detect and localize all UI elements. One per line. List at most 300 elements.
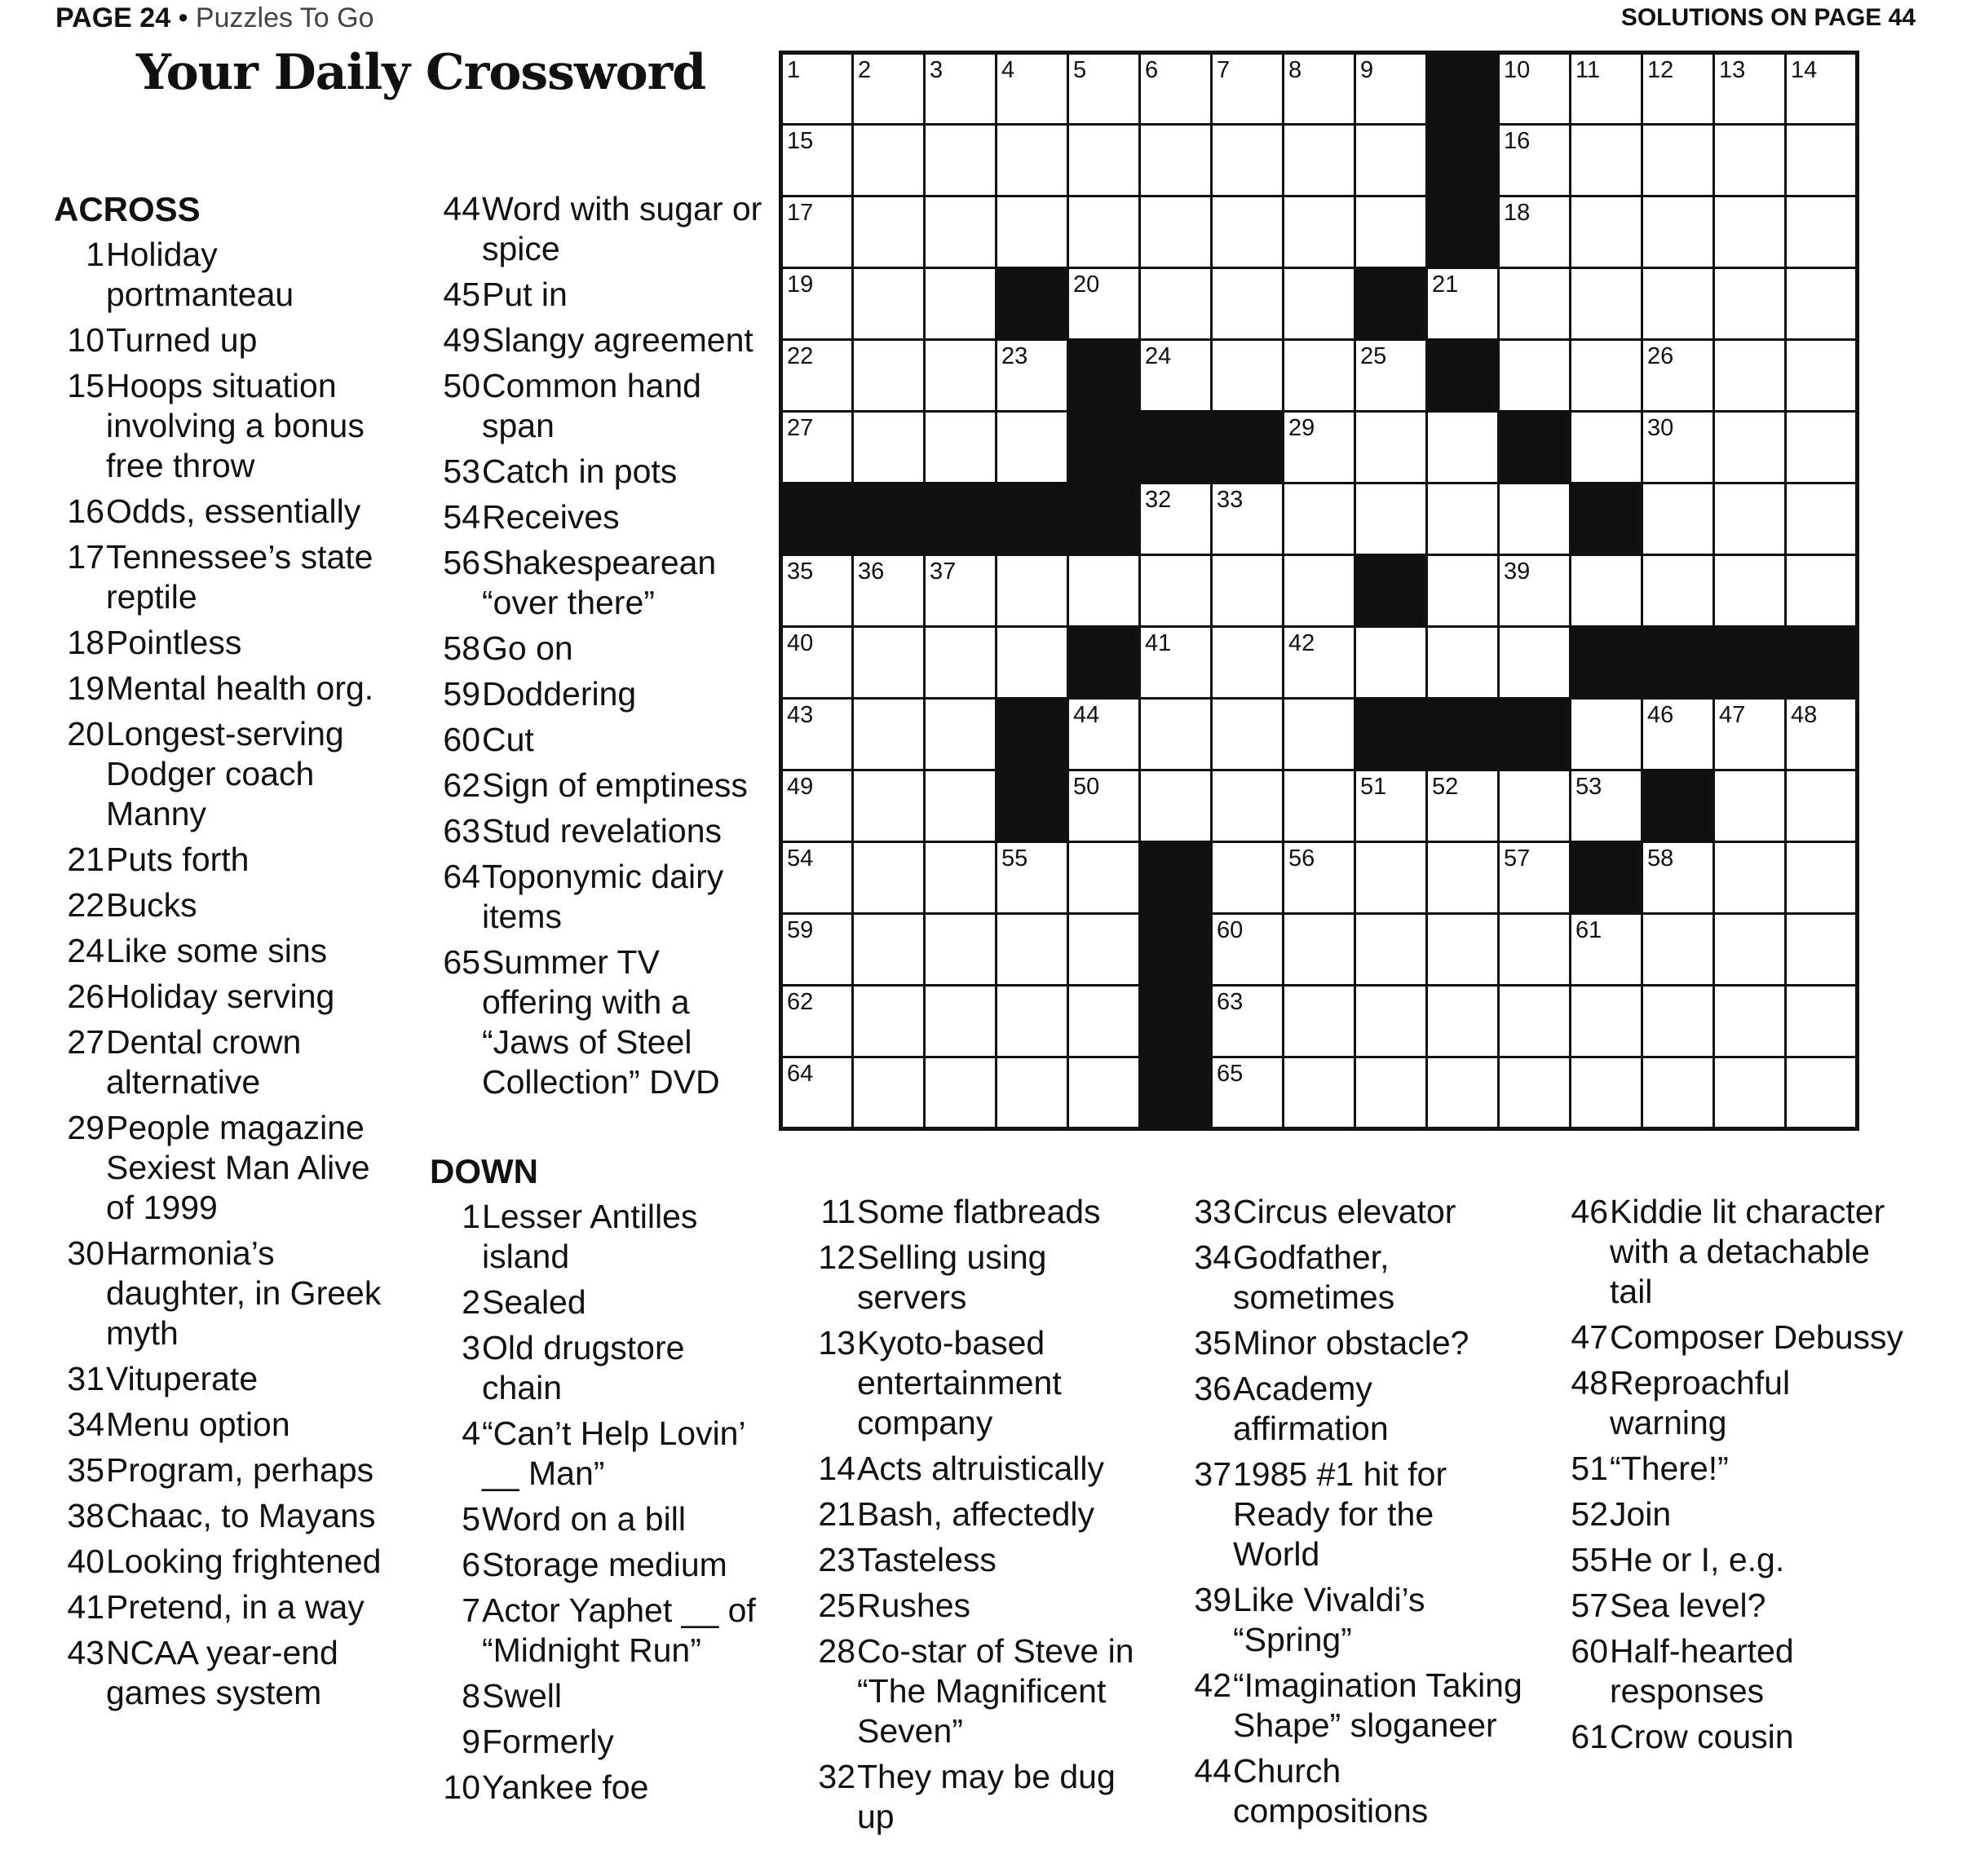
grid-cell[interactable] bbox=[853, 340, 925, 412]
grid-cell[interactable] bbox=[1786, 555, 1858, 627]
grid-cell[interactable] bbox=[1140, 340, 1212, 412]
grid-cell[interactable] bbox=[997, 914, 1068, 986]
grid-cell[interactable] bbox=[1499, 483, 1571, 555]
grid-cell[interactable] bbox=[853, 627, 925, 699]
across-clue-27[interactable] bbox=[54, 1022, 404, 1102]
grid-cell[interactable] bbox=[1140, 770, 1212, 842]
grid-cell[interactable] bbox=[1355, 986, 1427, 1057]
grid-cell[interactable] bbox=[1284, 483, 1355, 555]
grid-cell[interactable] bbox=[1499, 53, 1571, 125]
across-clue-65[interactable] bbox=[430, 942, 772, 1102]
grid-cell[interactable] bbox=[853, 268, 925, 340]
across-clue-40[interactable] bbox=[54, 1542, 404, 1582]
grid-cell[interactable] bbox=[1571, 340, 1642, 412]
grid-cell[interactable] bbox=[1284, 842, 1355, 914]
grid-cell[interactable] bbox=[853, 125, 925, 196]
grid-cell[interactable] bbox=[853, 986, 925, 1057]
clue-number-text: 54 bbox=[443, 498, 480, 536]
grid-cell[interactable] bbox=[1140, 555, 1212, 627]
grid-cell[interactable] bbox=[997, 1057, 1068, 1129]
grid-cell[interactable] bbox=[1571, 770, 1642, 842]
clue-number-text: 16 bbox=[67, 492, 104, 530]
down-clue-3[interactable] bbox=[430, 1328, 772, 1408]
down-clue-35[interactable] bbox=[1181, 1323, 1523, 1363]
grid-cell[interactable] bbox=[1571, 53, 1642, 125]
grid-cell[interactable] bbox=[1499, 555, 1571, 627]
down-clue-25[interactable] bbox=[805, 1586, 1151, 1626]
across-clue-53[interactable] bbox=[430, 452, 772, 492]
grid-cell[interactable] bbox=[1284, 125, 1355, 196]
across-clue-34[interactable] bbox=[54, 1405, 404, 1445]
grid-cell[interactable] bbox=[1786, 842, 1858, 914]
grid-cell[interactable] bbox=[1571, 914, 1642, 986]
grid-cell[interactable] bbox=[1068, 842, 1140, 914]
down-clue-37[interactable] bbox=[1181, 1454, 1523, 1574]
grid-cell[interactable] bbox=[781, 196, 853, 268]
grid-cell[interactable] bbox=[997, 555, 1068, 627]
grid-cell[interactable] bbox=[925, 53, 997, 125]
grid-cell[interactable] bbox=[853, 699, 925, 770]
across-heading: ACROSS bbox=[54, 190, 201, 228]
grid-cell[interactable] bbox=[1714, 699, 1786, 770]
grid-cell[interactable] bbox=[1427, 986, 1499, 1057]
grid-cell[interactable] bbox=[1284, 196, 1355, 268]
grid-cell[interactable] bbox=[1068, 986, 1140, 1057]
clue-number bbox=[54, 1022, 104, 1102]
cell-number: 3 bbox=[930, 57, 944, 83]
grid-cell[interactable] bbox=[1786, 986, 1858, 1057]
down-clue-28[interactable] bbox=[805, 1631, 1151, 1751]
grid-cell[interactable] bbox=[1642, 125, 1714, 196]
grid-cell[interactable] bbox=[781, 770, 853, 842]
grid-cell[interactable] bbox=[1499, 125, 1571, 196]
across-clue-16[interactable] bbox=[54, 492, 404, 532]
grid-cell[interactable] bbox=[925, 125, 997, 196]
grid-cell[interactable] bbox=[853, 842, 925, 914]
down-clue-11[interactable] bbox=[805, 1192, 1151, 1232]
down-clue-21[interactable] bbox=[805, 1494, 1151, 1534]
grid-cell[interactable] bbox=[1140, 196, 1212, 268]
grid-cell[interactable] bbox=[1571, 412, 1642, 483]
across-clue-44[interactable] bbox=[430, 189, 772, 269]
grid-cell[interactable] bbox=[997, 986, 1068, 1057]
grid-cell[interactable] bbox=[1212, 842, 1284, 914]
grid-cell[interactable] bbox=[925, 842, 997, 914]
grid-cell[interactable] bbox=[1284, 770, 1355, 842]
grid-cell[interactable] bbox=[1499, 770, 1571, 842]
cell-number: 47 bbox=[1719, 702, 1746, 728]
cell-number: 61 bbox=[1575, 917, 1602, 943]
grid-cell[interactable] bbox=[1068, 268, 1140, 340]
across-clue-41[interactable] bbox=[54, 1587, 404, 1627]
down-clue-52[interactable] bbox=[1558, 1494, 1916, 1534]
grid-cell[interactable] bbox=[997, 125, 1068, 196]
grid-cell[interactable] bbox=[853, 412, 925, 483]
grid-cell[interactable] bbox=[1284, 340, 1355, 412]
down-clue-14[interactable] bbox=[805, 1449, 1151, 1489]
grid-cell[interactable] bbox=[1284, 268, 1355, 340]
grid-cell[interactable] bbox=[1714, 483, 1786, 555]
down-clue-1[interactable] bbox=[430, 1197, 772, 1277]
grid-cell[interactable] bbox=[853, 914, 925, 986]
grid-cell[interactable] bbox=[1714, 986, 1786, 1057]
grid-cell[interactable] bbox=[1499, 340, 1571, 412]
grid-cell[interactable] bbox=[1068, 699, 1140, 770]
grid-cell[interactable] bbox=[1499, 842, 1571, 914]
grid-cell[interactable] bbox=[1140, 125, 1212, 196]
down-clue-5[interactable] bbox=[430, 1499, 772, 1539]
down-clue-46[interactable] bbox=[1558, 1192, 1916, 1312]
grid-cell[interactable] bbox=[1642, 555, 1714, 627]
across-clue-26[interactable] bbox=[54, 977, 404, 1017]
grid-cell[interactable] bbox=[1284, 986, 1355, 1057]
grid-cell[interactable] bbox=[925, 1057, 997, 1129]
grid-cell[interactable] bbox=[997, 196, 1068, 268]
grid-cell[interactable] bbox=[1427, 627, 1499, 699]
grid-cell[interactable] bbox=[1355, 1057, 1427, 1129]
grid-cell[interactable] bbox=[1571, 196, 1642, 268]
grid-cell[interactable] bbox=[1427, 770, 1499, 842]
clue-number-text: 8 bbox=[462, 1677, 480, 1715]
across-clue-63[interactable] bbox=[430, 811, 772, 851]
grid-cell[interactable] bbox=[1571, 699, 1642, 770]
clue-text: “Can’t Help Lovin’ __ Man” bbox=[482, 1415, 745, 1492]
grid-cell[interactable] bbox=[1642, 53, 1714, 125]
across-clue-56[interactable] bbox=[430, 543, 772, 623]
grid-cell[interactable] bbox=[1714, 412, 1786, 483]
grid-cell[interactable] bbox=[1212, 1057, 1284, 1129]
grid-cell[interactable] bbox=[925, 268, 997, 340]
down-clue-61[interactable] bbox=[1558, 1717, 1916, 1757]
cell-number: 53 bbox=[1575, 774, 1602, 800]
across-clue-10[interactable] bbox=[54, 320, 404, 360]
down-clue-57[interactable] bbox=[1558, 1586, 1916, 1626]
clue-text: Mental health org. bbox=[106, 669, 374, 707]
grid-cell[interactable] bbox=[1212, 125, 1284, 196]
across-clue-17[interactable] bbox=[54, 537, 404, 617]
down-clue-60[interactable] bbox=[1558, 1631, 1916, 1711]
grid-cell[interactable] bbox=[1714, 914, 1786, 986]
across-clue-22[interactable] bbox=[54, 885, 404, 925]
grid-cell[interactable] bbox=[1714, 125, 1786, 196]
grid-cell[interactable] bbox=[997, 842, 1068, 914]
grid-cell[interactable] bbox=[1427, 555, 1499, 627]
grid-cell[interactable] bbox=[1714, 196, 1786, 268]
grid-cell[interactable] bbox=[1355, 914, 1427, 986]
grid-cell[interactable] bbox=[925, 196, 997, 268]
grid-cell[interactable] bbox=[1786, 914, 1858, 986]
grid-cell[interactable] bbox=[925, 986, 997, 1057]
across-clue-30[interactable] bbox=[54, 1234, 404, 1353]
grid-cell[interactable] bbox=[1427, 483, 1499, 555]
clue-number bbox=[54, 840, 104, 880]
across-clue-20[interactable] bbox=[54, 714, 404, 834]
grid-cell[interactable] bbox=[1427, 268, 1499, 340]
grid-cell[interactable] bbox=[1212, 340, 1284, 412]
grid-cell[interactable] bbox=[1786, 268, 1858, 340]
grid-cell[interactable] bbox=[1212, 627, 1284, 699]
down-clue-13[interactable] bbox=[805, 1323, 1151, 1443]
grid-cell[interactable] bbox=[1068, 53, 1140, 125]
grid-cell[interactable] bbox=[1571, 986, 1642, 1057]
grid-cell[interactable] bbox=[1068, 125, 1140, 196]
grid-cell[interactable] bbox=[1642, 483, 1714, 555]
grid-cell[interactable] bbox=[1140, 483, 1212, 555]
clue-number bbox=[54, 1108, 104, 1228]
across-clue-62[interactable] bbox=[430, 766, 772, 806]
grid-cell[interactable] bbox=[1284, 412, 1355, 483]
across-clue-64[interactable] bbox=[430, 857, 772, 937]
grid-cell[interactable] bbox=[853, 196, 925, 268]
grid-cell[interactable] bbox=[1212, 53, 1284, 125]
down-clue-36[interactable] bbox=[1181, 1369, 1523, 1449]
grid-cell[interactable] bbox=[997, 627, 1068, 699]
grid-cell[interactable] bbox=[1642, 412, 1714, 483]
grid-cell[interactable] bbox=[1212, 196, 1284, 268]
grid-cell[interactable] bbox=[1068, 770, 1140, 842]
grid-cell[interactable] bbox=[1284, 53, 1355, 125]
grid-cell[interactable] bbox=[781, 53, 853, 125]
black-square bbox=[1140, 986, 1212, 1057]
grid-cell[interactable] bbox=[997, 340, 1068, 412]
down-clue-44[interactable] bbox=[1181, 1751, 1523, 1831]
grid-cell[interactable] bbox=[1642, 340, 1714, 412]
down-clue-32[interactable] bbox=[805, 1757, 1151, 1837]
grid-cell[interactable] bbox=[781, 268, 853, 340]
down-clue-8[interactable] bbox=[430, 1676, 772, 1716]
down-clue-34[interactable] bbox=[1181, 1238, 1523, 1318]
grid-cell[interactable] bbox=[1355, 483, 1427, 555]
grid-cell[interactable] bbox=[1068, 1057, 1140, 1129]
down-clue-39[interactable] bbox=[1181, 1580, 1523, 1660]
grid-cell[interactable] bbox=[925, 627, 997, 699]
grid-cell[interactable] bbox=[853, 770, 925, 842]
grid-cell[interactable] bbox=[1212, 770, 1284, 842]
grid-cell[interactable] bbox=[1642, 196, 1714, 268]
grid-cell[interactable] bbox=[1212, 483, 1284, 555]
grid-cell[interactable] bbox=[1714, 340, 1786, 412]
across-clue-45[interactable] bbox=[430, 275, 772, 315]
grid-cell[interactable] bbox=[1571, 125, 1642, 196]
cell-number: 35 bbox=[787, 558, 814, 585]
across-clue-24[interactable] bbox=[54, 931, 404, 971]
clue-text: Formerly bbox=[482, 1723, 614, 1760]
grid-cell[interactable] bbox=[1355, 627, 1427, 699]
grid-cell[interactable] bbox=[1786, 412, 1858, 483]
grid-cell[interactable] bbox=[1786, 770, 1858, 842]
grid-cell[interactable] bbox=[1786, 125, 1858, 196]
down-clue-48[interactable] bbox=[1558, 1363, 1916, 1443]
down-clue-6[interactable] bbox=[430, 1545, 772, 1585]
grid-cell[interactable] bbox=[925, 770, 997, 842]
grid-cell[interactable] bbox=[1642, 1057, 1714, 1129]
down-clue-9[interactable] bbox=[430, 1722, 772, 1762]
down-clue-4[interactable] bbox=[430, 1414, 772, 1494]
grid-cell[interactable] bbox=[1355, 770, 1427, 842]
clue-number bbox=[1558, 1449, 1608, 1489]
clue-number bbox=[1181, 1454, 1231, 1574]
across-clue-35[interactable] bbox=[54, 1450, 404, 1490]
grid-cell[interactable] bbox=[925, 699, 997, 770]
grid-cell[interactable] bbox=[1499, 1057, 1571, 1129]
grid-cell[interactable] bbox=[853, 53, 925, 125]
grid-cell[interactable] bbox=[1786, 483, 1858, 555]
grid-cell[interactable] bbox=[1355, 53, 1427, 125]
grid-cell[interactable] bbox=[1786, 699, 1858, 770]
grid-cell[interactable] bbox=[1284, 914, 1355, 986]
down-clue-2[interactable] bbox=[430, 1282, 772, 1322]
grid-cell[interactable] bbox=[1212, 555, 1284, 627]
grid-cell[interactable] bbox=[781, 627, 853, 699]
grid-cell[interactable] bbox=[1714, 555, 1786, 627]
clue-number bbox=[430, 497, 480, 537]
grid-cell[interactable] bbox=[1212, 699, 1284, 770]
down-clue-23[interactable] bbox=[805, 1540, 1151, 1580]
across-clue-54[interactable] bbox=[430, 497, 772, 537]
grid-cell[interactable] bbox=[1786, 196, 1858, 268]
grid-cell[interactable] bbox=[1284, 627, 1355, 699]
clue-number-text: 1 bbox=[462, 1198, 480, 1235]
grid-cell[interactable] bbox=[1355, 340, 1427, 412]
across-clue-49[interactable] bbox=[430, 320, 772, 360]
grid-cell[interactable] bbox=[1140, 699, 1212, 770]
grid-cell[interactable] bbox=[1714, 53, 1786, 125]
grid-cell[interactable] bbox=[781, 340, 853, 412]
grid-cell[interactable] bbox=[1068, 555, 1140, 627]
grid-cell[interactable] bbox=[1212, 268, 1284, 340]
down-clue-42[interactable] bbox=[1181, 1666, 1523, 1746]
grid-cell[interactable] bbox=[1714, 268, 1786, 340]
grid-cell[interactable] bbox=[1068, 914, 1140, 986]
grid-cell[interactable] bbox=[1427, 412, 1499, 483]
grid-cell[interactable] bbox=[1284, 555, 1355, 627]
grid-cell[interactable] bbox=[1642, 986, 1714, 1057]
cell-number: 52 bbox=[1432, 774, 1459, 800]
grid-cell[interactable] bbox=[1714, 1057, 1786, 1129]
grid-cell[interactable] bbox=[1642, 268, 1714, 340]
across-clue-29[interactable] bbox=[54, 1108, 404, 1228]
grid-cell[interactable] bbox=[1642, 842, 1714, 914]
grid-cell[interactable] bbox=[925, 340, 997, 412]
across-clue-19[interactable] bbox=[54, 669, 404, 708]
down-clue-10[interactable] bbox=[430, 1768, 772, 1808]
grid-cell[interactable] bbox=[781, 555, 853, 627]
down-clue-47[interactable] bbox=[1558, 1318, 1916, 1357]
across-clue-59[interactable] bbox=[430, 674, 772, 714]
clue-number-text: 5 bbox=[462, 1500, 480, 1538]
grid-cell[interactable] bbox=[1355, 412, 1427, 483]
grid-cell[interactable] bbox=[1642, 914, 1714, 986]
grid-cell[interactable] bbox=[1427, 914, 1499, 986]
down-clue-33[interactable] bbox=[1181, 1192, 1523, 1232]
grid-cell[interactable] bbox=[1355, 842, 1427, 914]
across-clue-21[interactable] bbox=[54, 840, 404, 880]
grid-cell[interactable] bbox=[1786, 1057, 1858, 1129]
across-clue-43[interactable] bbox=[54, 1633, 404, 1713]
grid-cell[interactable] bbox=[853, 1057, 925, 1129]
clue-text: Bucks bbox=[106, 886, 197, 924]
grid-cell[interactable] bbox=[925, 914, 997, 986]
grid-cell[interactable] bbox=[1499, 268, 1571, 340]
grid-cell[interactable] bbox=[1068, 196, 1140, 268]
grid-cell[interactable] bbox=[1571, 555, 1642, 627]
crossword-grid[interactable] bbox=[779, 51, 1859, 1131]
black-square bbox=[1355, 555, 1427, 627]
grid-cell[interactable] bbox=[1212, 914, 1284, 986]
grid-cell[interactable] bbox=[781, 1057, 853, 1129]
cell-number: 54 bbox=[787, 845, 814, 872]
grid-cell[interactable] bbox=[1284, 699, 1355, 770]
black-square bbox=[781, 483, 853, 555]
across-clue-15[interactable] bbox=[54, 366, 404, 486]
grid-cell[interactable] bbox=[1499, 986, 1571, 1057]
clue-text: Toponymic dairy items bbox=[482, 858, 724, 935]
across-clue-60[interactable] bbox=[430, 720, 772, 760]
across-clue-58[interactable] bbox=[430, 629, 772, 669]
grid-cell[interactable] bbox=[997, 53, 1068, 125]
grid-cell[interactable] bbox=[1571, 1057, 1642, 1129]
grid-cell[interactable] bbox=[781, 412, 853, 483]
grid-cell[interactable] bbox=[1786, 340, 1858, 412]
clue-text: Minor obstacle? bbox=[1233, 1324, 1469, 1362]
grid-cell[interactable] bbox=[1427, 1057, 1499, 1129]
grid-cell[interactable] bbox=[925, 412, 997, 483]
clue-number bbox=[430, 543, 480, 623]
grid-cell[interactable] bbox=[1642, 699, 1714, 770]
grid-cell[interactable] bbox=[1140, 627, 1212, 699]
grid-cell[interactable] bbox=[1786, 53, 1858, 125]
across-clue-18[interactable] bbox=[54, 623, 404, 663]
grid-cell[interactable] bbox=[1714, 842, 1786, 914]
grid-cell[interactable] bbox=[1427, 842, 1499, 914]
clue-number-text: 65 bbox=[443, 943, 480, 981]
across-clue-31[interactable] bbox=[54, 1359, 404, 1399]
grid-cell[interactable] bbox=[1571, 268, 1642, 340]
grid-cell[interactable] bbox=[781, 699, 853, 770]
grid-cell[interactable] bbox=[1140, 53, 1212, 125]
grid-cell[interactable] bbox=[1499, 627, 1571, 699]
grid-cell[interactable] bbox=[781, 914, 853, 986]
down-clue-55[interactable] bbox=[1558, 1540, 1916, 1580]
down-clue-51[interactable] bbox=[1558, 1449, 1916, 1489]
grid-cell[interactable] bbox=[997, 412, 1068, 483]
across-clue-1[interactable] bbox=[54, 235, 404, 315]
grid-cell[interactable] bbox=[1499, 196, 1571, 268]
grid-cell[interactable] bbox=[781, 125, 853, 196]
grid-cell[interactable] bbox=[1355, 196, 1427, 268]
across-clue-38[interactable] bbox=[54, 1496, 404, 1536]
clue-text: Shakespearean “over there” bbox=[482, 544, 717, 621]
down-clue-7[interactable] bbox=[430, 1591, 772, 1671]
grid-cell[interactable] bbox=[781, 842, 853, 914]
grid-cell[interactable] bbox=[1499, 914, 1571, 986]
clue-number bbox=[430, 1722, 480, 1762]
grid-cell[interactable] bbox=[1355, 125, 1427, 196]
grid-cell[interactable] bbox=[1284, 1057, 1355, 1129]
grid-cell[interactable] bbox=[853, 555, 925, 627]
across-clue-50[interactable] bbox=[430, 366, 772, 446]
clue-number bbox=[430, 1282, 480, 1322]
grid-cell[interactable] bbox=[1212, 986, 1284, 1057]
cell-number: 20 bbox=[1073, 271, 1100, 298]
grid-cell[interactable] bbox=[925, 555, 997, 627]
down-clue-12[interactable] bbox=[805, 1238, 1151, 1318]
clue-number-text: 26 bbox=[67, 978, 104, 1015]
grid-cell[interactable] bbox=[1140, 268, 1212, 340]
grid-cell[interactable] bbox=[1714, 770, 1786, 842]
grid-cell[interactable] bbox=[781, 986, 853, 1057]
clue-number-text: 44 bbox=[443, 190, 480, 227]
